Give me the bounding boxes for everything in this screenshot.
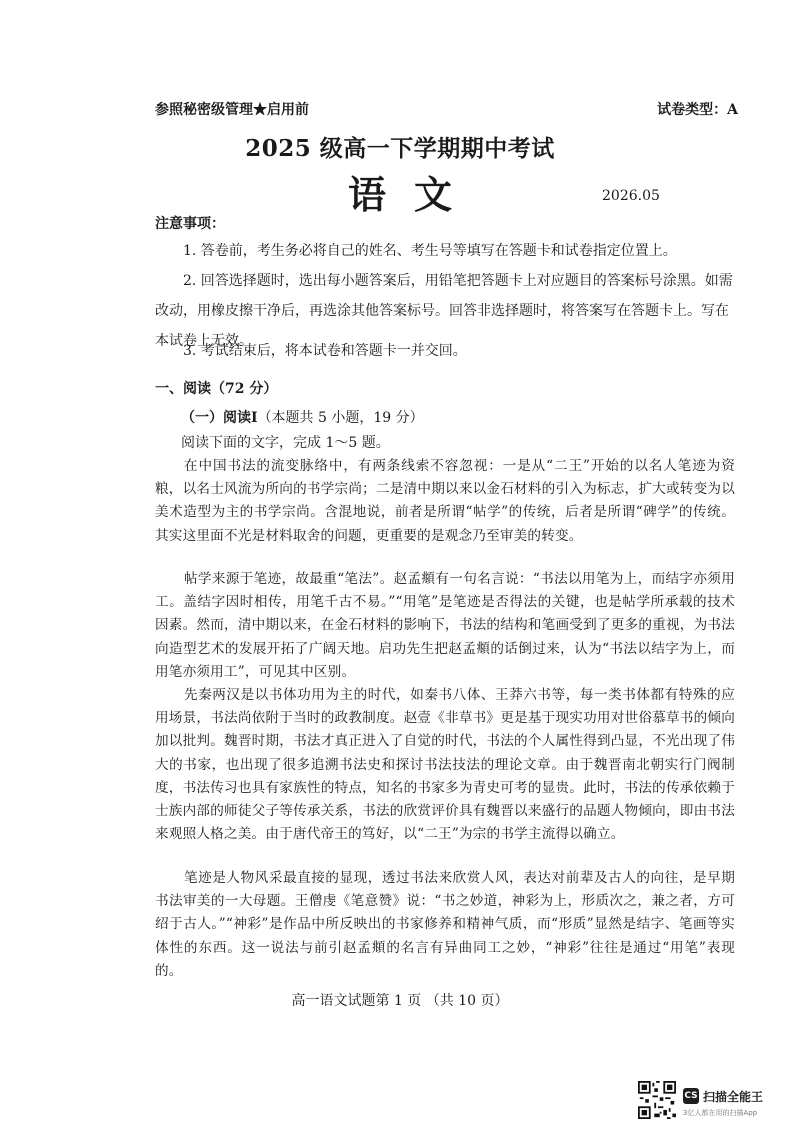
qr-code-icon xyxy=(638,1081,676,1119)
notice-item: 2. 回答选择题时，选出每小题答案后，用铅笔把答题卡上对应题目的答案标号涂黑。如需改动，用橡皮擦干净后，再选涂其他答案标号。回答非选择题时，将答案写在答题卡上。写在本试卷上无效。 xyxy=(155,273,733,349)
camscanner-logo-icon: CS xyxy=(683,1088,699,1104)
section-heading: 一、阅读（72 分） xyxy=(155,381,278,397)
passage-paragraph: 在中国书法的流变脉络中，有两条线索不容忽视：一是从“二王”开始的以名人笔迹为资粮，以名士风流为所向的书学宗尚；二是清中期以来以金石材料的引入为标志，扩大或转变为以美术造型为主的书学宗尚。含混地说，前者是所谓“帖学”的传统，后者是所谓“碑学”的传统。其实这里面不光是材料取舍的问题，更重要的是观念乃至审美的转变。 xyxy=(155,458,735,544)
secrecy-label: 参照秘密级管理★启用前 xyxy=(155,102,309,118)
reading-instruction: 阅读下面的文字，完成 1～5 题。 xyxy=(181,435,390,451)
notice-item: 3. 考试结束后，将本试卷和答题卡一并交回。 xyxy=(183,343,467,359)
page-footer: 高一语文试题第 1 页 （共 10 页） xyxy=(291,993,509,1009)
paper-type-label: 试卷类型：A xyxy=(657,102,738,118)
sub-section-heading xyxy=(181,407,424,427)
exam-title: 2025 级高一下学期期中考试 xyxy=(245,135,555,162)
sub-section-note: （本题共 5 小题，19 分） xyxy=(257,410,424,426)
sub-section-title: （一）阅读Ⅰ xyxy=(181,410,258,426)
subject-title: 语文 xyxy=(347,172,480,217)
scanner-app-tagline: 3亿人都在用的扫描App xyxy=(683,1109,758,1117)
exam-date: 2026.05 xyxy=(602,188,660,204)
notice-heading: 注意事项： xyxy=(155,216,225,232)
notice-item: 1. 答卷前，考生务必将自己的姓名、考生号等填写在答题卡和试卷指定位置上。 xyxy=(183,243,677,259)
passage-paragraph: 帖学来源于笔迹，故最重“笔法”。赵孟頫有一句名言说：“书法以用笔为上，而结字亦须用工。盖结字因时相传，用笔千古不易。”“用笔”是笔迹是否得法的关键，也是帖学所承载的技术因素。然而，清中期以来，在金石材料的影响下，书法的结构和笔画受到了更多的重视，为书法向造型艺术的发展开拓了广阔天地。启功先生把赵孟頫的话倒过来，认为“书法以结字为上，而用笔亦须用工”，可见其中区别。 xyxy=(155,571,735,680)
passage-paragraph: 笔迹是人物风采最直接的显现，透过书法来欣赏人风，表达对前辈及古人的向往，是早期书法审美的一大母题。王僧虔《笔意赞》说：“书之妙道，神彩为上，形质次之，兼之者，方可绍于古人。”“神彩”是作品中所反映出的书家修养和精神气质，而“形质”显然是结字、笔画等实体性的东西。这一说法与前引赵孟頫的名言有异曲同工之妙，“神彩”往往是通过“用笔”表现的。 xyxy=(155,870,735,979)
scanner-app-name: 扫描全能王 xyxy=(703,1090,764,1104)
passage-paragraph: 先秦两汉是以书体功用为主的时代，如秦书八体、王莽六书等，每一类书体都有特殊的应用场景，书法尚依附于当时的政教制度。赵壹《非草书》更是基于现实功用对世俗慕草书的倾向加以批判。魏晋时期，书法才真正进入了自觉的时代，书法的个人属性得到凸显，不光出现了伟大的书家，也出现了很多追溯书法史和探讨书法技法的理论文章。由于魏晋南北朝实行门阀制度，书法传习也具有家族性的特点，知名的书家多为青史可考的显贵。此时，书法的传承依赖于士族内部的师徒父子等传承关系，书法的欣赏评价具有魏晋以来盛行的品题人物倾向，即由书法来观照人格之美。由于唐代帝王的笃好，以“二王”为宗的书学主流得以确立。 xyxy=(155,687,735,843)
